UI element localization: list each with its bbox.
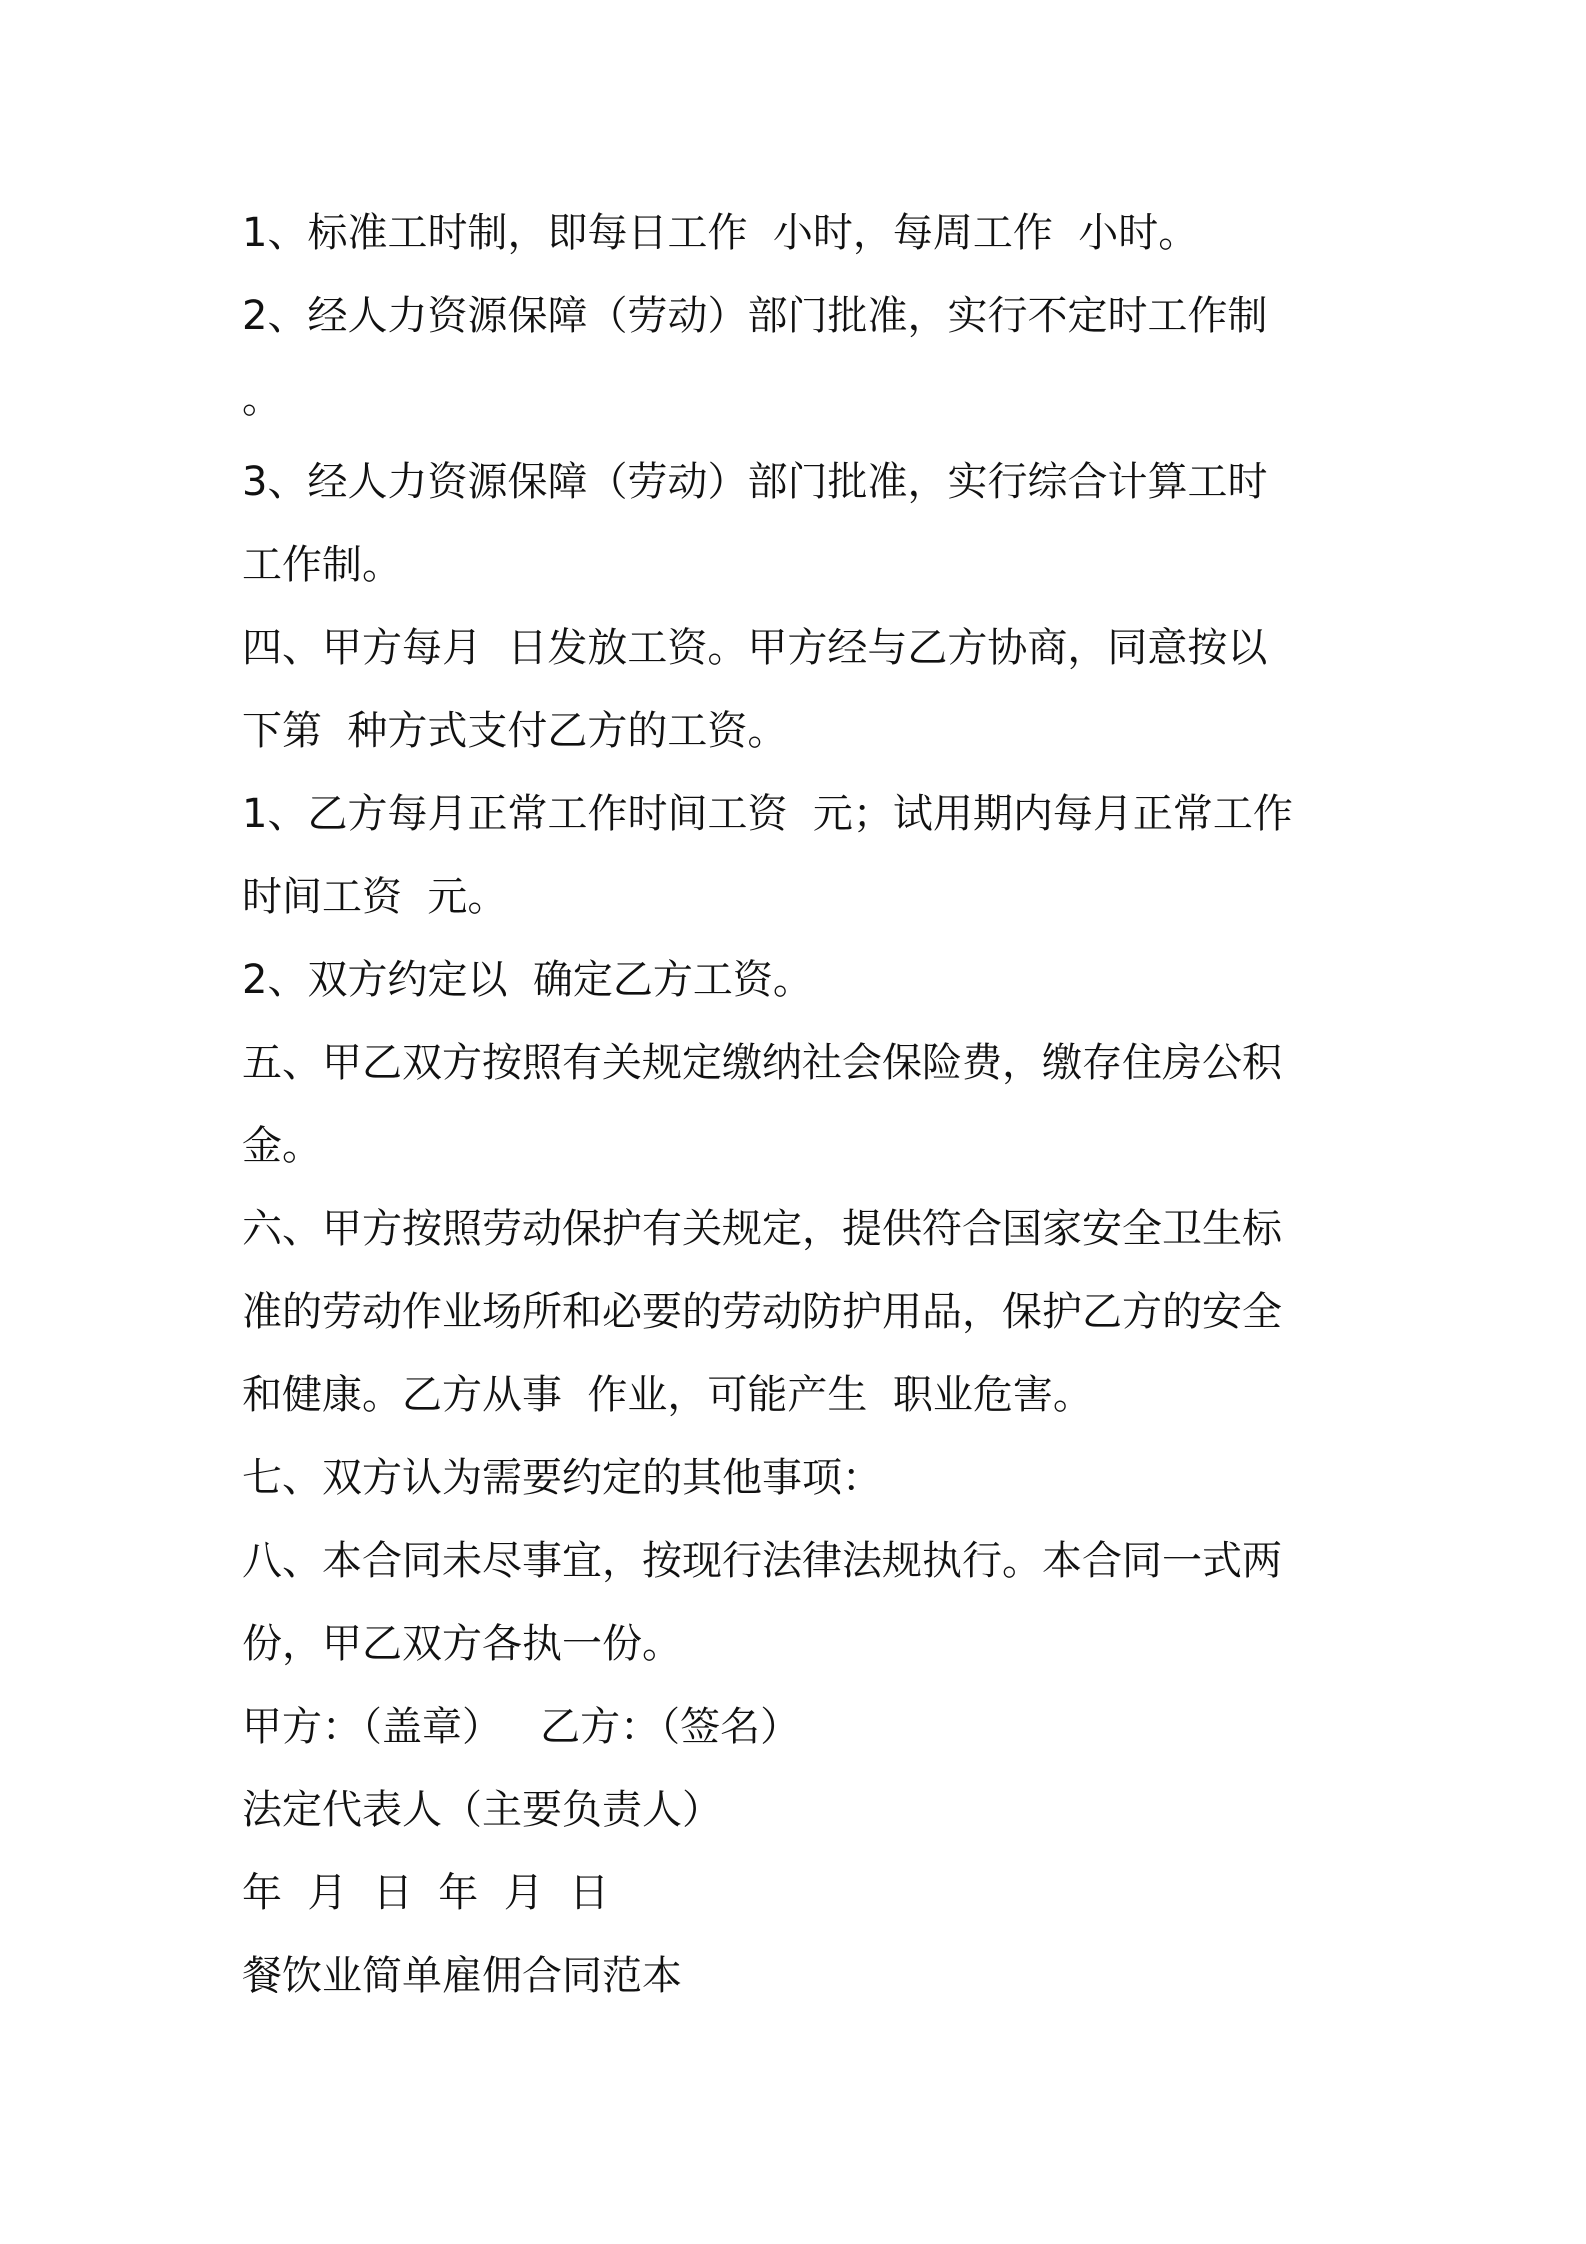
text-line: 1、标准工时制，即每日工作 小时，每周工作 小时。 (242, 210, 1199, 256)
text-line: 份，甲乙双方各执一份。 (242, 1621, 682, 1667)
text-line: 时间工资 元。 (242, 874, 508, 920)
text-line: 金。 (242, 1123, 322, 1169)
text-line: 工作制。 (242, 542, 402, 588)
signature-line: 甲方：（盖章） 乙方：（签名） (242, 1704, 801, 1750)
text-line: 下第 种方式支付乙方的工资。 (242, 708, 788, 754)
text-line: 2、经人力资源保障（劳动）部门批准，实行不定时工作制 (242, 293, 1268, 339)
text-line: 四、甲方每月 日发放工资。甲方经与乙方协商，同意按以 (242, 625, 1268, 671)
date-line: 年 月 日 年 月 日 (242, 1870, 610, 1916)
text-line: 五、甲乙双方按照有关规定缴纳社会保险费，缴存住房公积 (242, 1040, 1282, 1086)
text-line: 准的劳动作业场所和必要的劳动防护用品，保护乙方的安全 (242, 1289, 1282, 1335)
text-line: 1、乙方每月正常工作时间工资 元；试用期内每月正常工作 (242, 791, 1293, 837)
text-line: 六、甲方按照劳动保护有关规定，提供符合国家安全卫生标 (242, 1206, 1282, 1252)
document-body (242, 192, 1362, 2018)
text-line: 3、经人力资源保障（劳动）部门批准，实行综合计算工时 (242, 459, 1268, 505)
text-line: 和健康。乙方从事 作业，可能产生 职业危害。 (242, 1372, 1093, 1418)
text-line: 八、本合同未尽事宜，按现行法律法规执行。本合同一式两 (242, 1538, 1282, 1584)
text-line: 。 (242, 376, 282, 422)
text-line: 2、双方约定以 确定乙方工资。 (242, 957, 813, 1003)
representative-line: 法定代表人（主要负责人） (242, 1787, 722, 1833)
document-title-line: 餐饮业简单雇佣合同范本 (242, 1953, 682, 1999)
text-line: 七、双方认为需要约定的其他事项： (242, 1455, 882, 1501)
